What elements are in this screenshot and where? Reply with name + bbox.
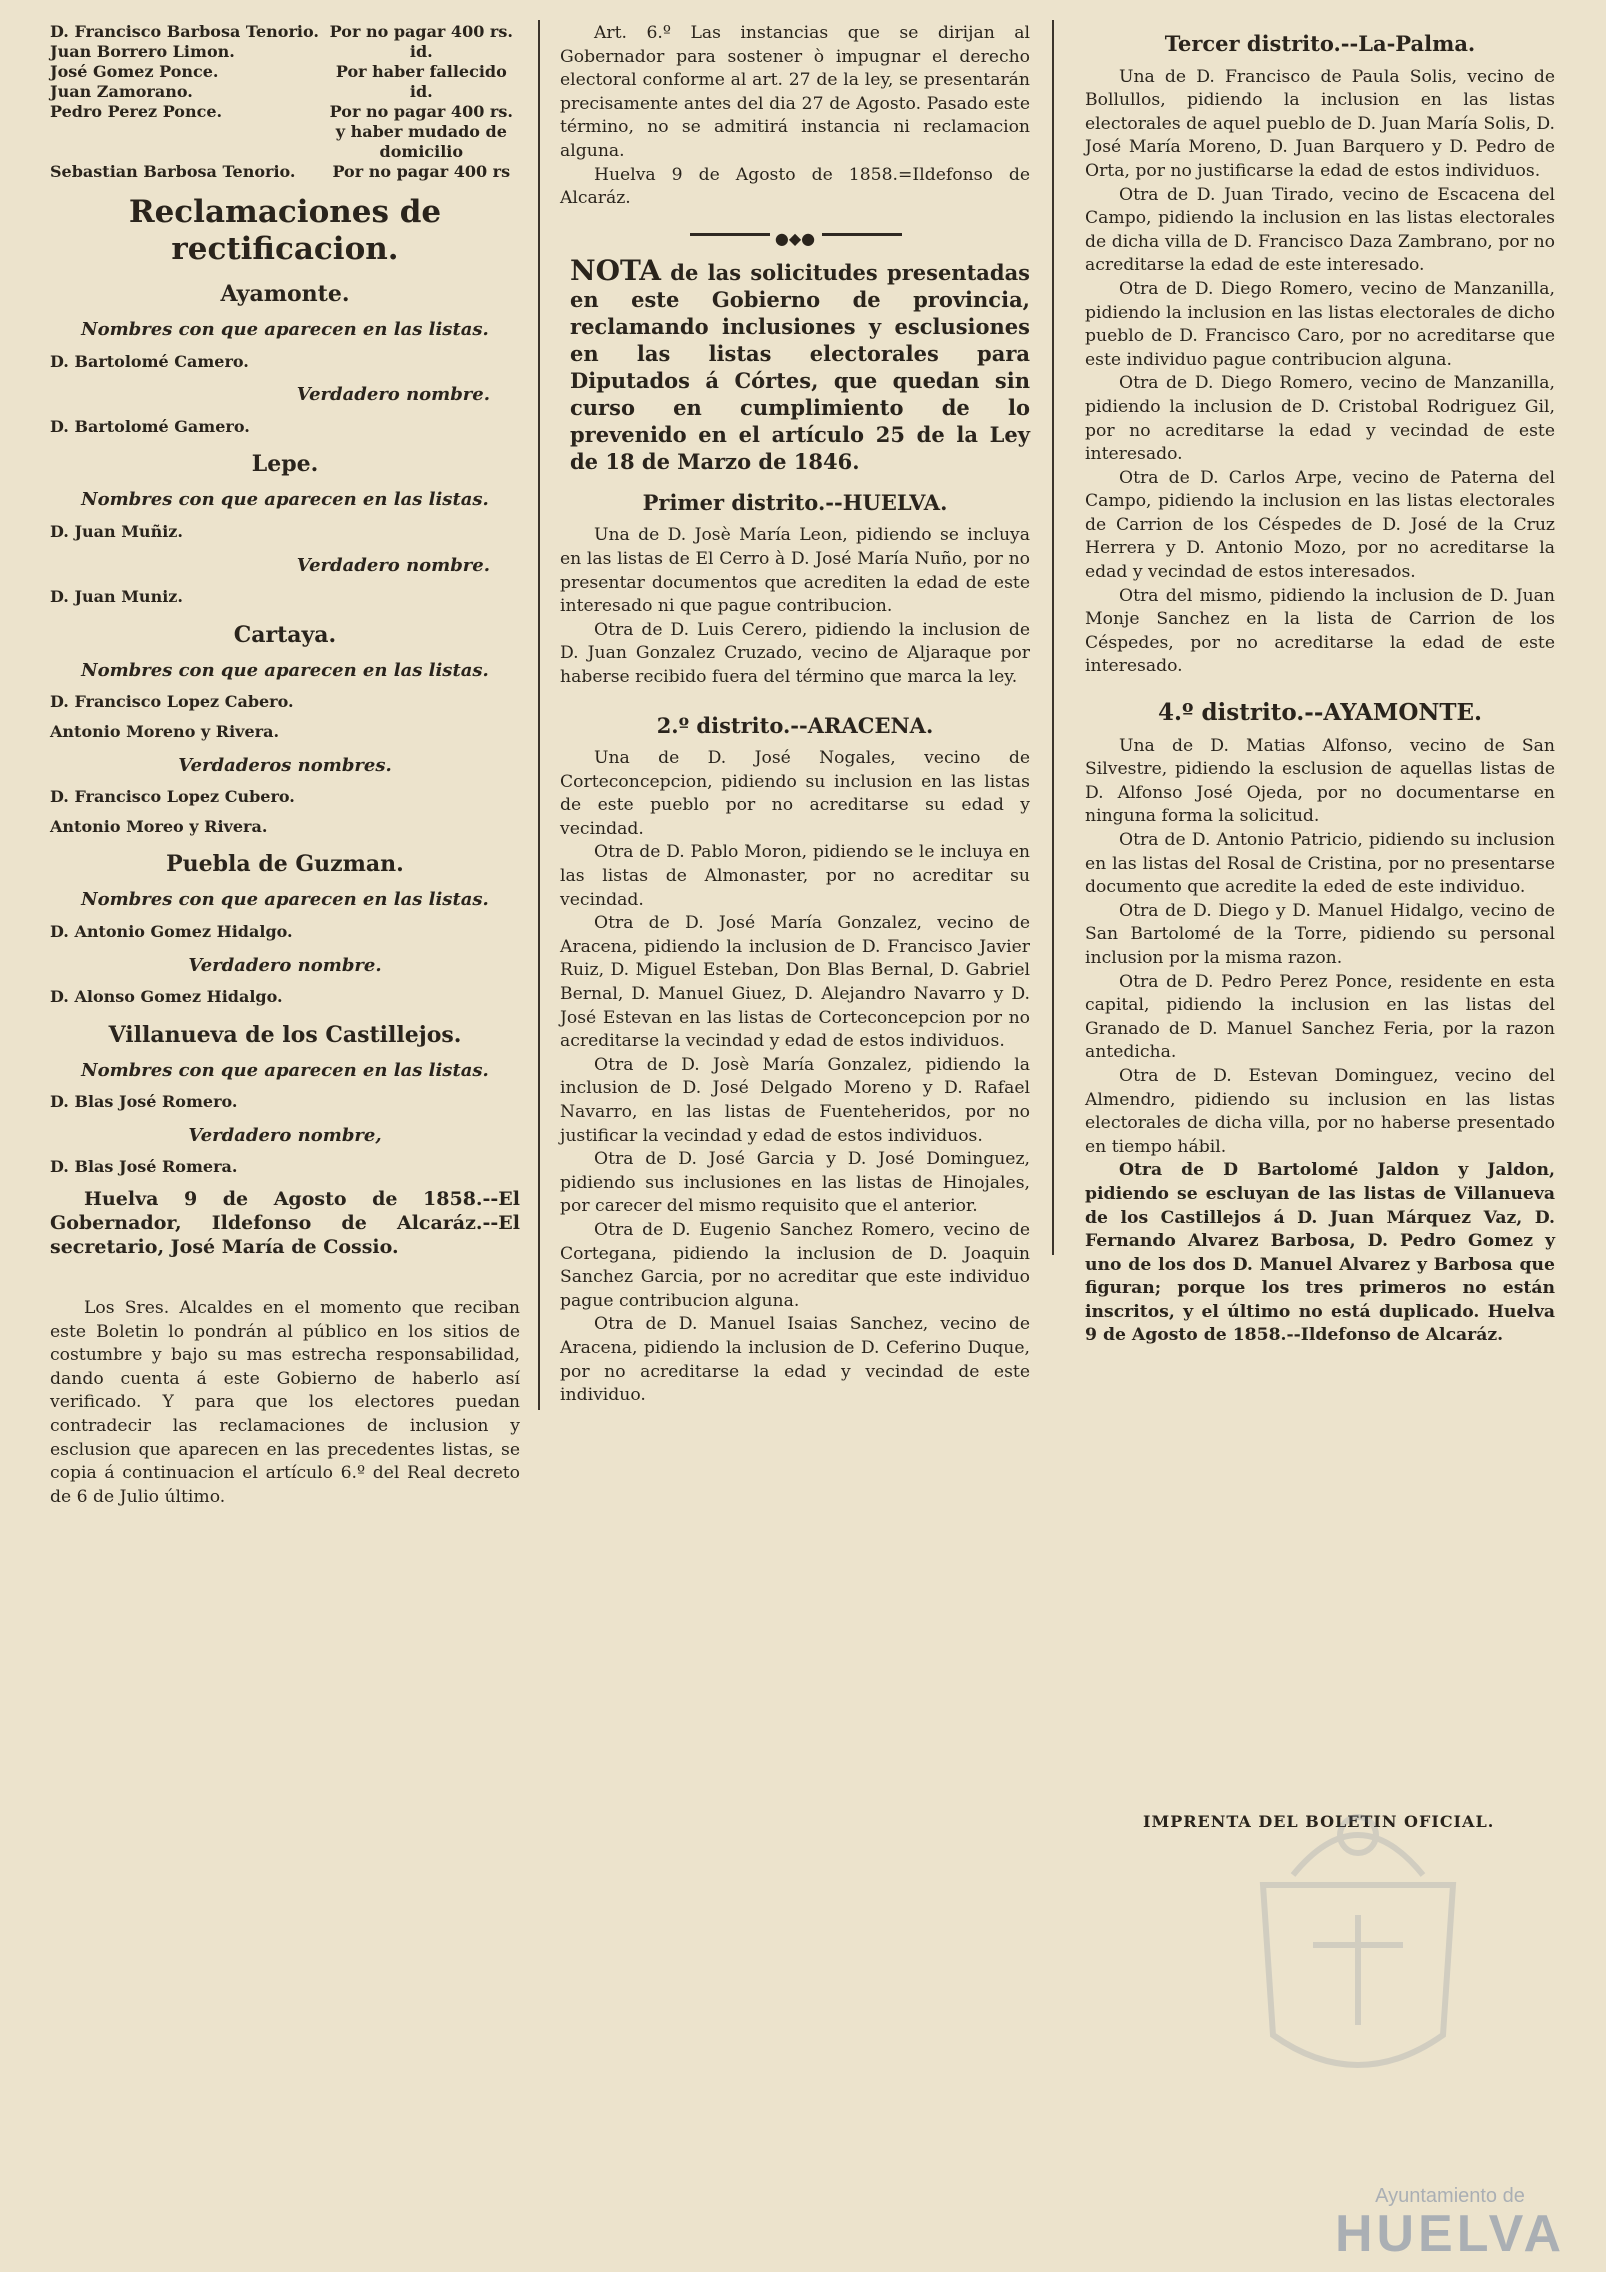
district-heading: 4.º distrito.--AYAMONTE.: [1157, 699, 1483, 727]
list-item: José Gomez Ponce. Por haber fallecido: [50, 62, 507, 81]
town-heading: Cartaya.: [233, 621, 337, 648]
exclusion-list: [50, 22, 520, 182]
printer-imprint: IMPRENTA DEL BOLETIN OFICIAL.: [1143, 1812, 1495, 1831]
petition-paragraph: Otra de D. José María Gonzalez, vecino de Aracena, pidiendo la inclusion de D. Francisco Javier Ruiz, D. Miguel Esteban, Don Blas Bernal, D. Gabriel Bernal, D. Manuel Giuez, D. Alejandro Navarro y D. José Estevan en las listas de Corteconcepcion por no acreditarse la vecindad y edad de estos individuos.: [560, 913, 1030, 1052]
column-rule-right: [1052, 20, 1054, 1255]
ornament-glyph: ●◆●: [774, 228, 816, 248]
petition-paragraph: Otra de D. Diego y D. Manuel Hidalgo, vecino de San Bartolomé de la Torre, pidiendo su personal inclusion por la misma razon.: [1085, 900, 1555, 968]
subheading: Verdaderos nombres.: [178, 754, 392, 776]
petition-paragraph: Otra de D. Manuel Isaias Sanchez, vecino de Aracena, pidiendo la inclusion de D. Ceferino Duque, por no acreditarse la edad y vecindad de este individuo.: [560, 1314, 1030, 1406]
subheading: Nombres con que aparecen en las listas.: [81, 1059, 489, 1081]
list-item: Pedro Perez Ponce. Por no pagar 400 rs. y haber mudado de domicilio: [50, 102, 513, 161]
notice-paragraph: Los Sres. Alcaldes en el momento que reciban este Boletin lo pondrán al público en los sitios de costumbre y bajo su mas estrecha responsabilidad, dando cuenta á este Gobierno de haberlo así verificado. Y para que los electores puedan contradecir las reclamaciones de inclusion y esclusion que aparecen en las precedentes listas, se copia á continuacion el artículo 6.º del Real decreto de 6 de Julio último.: [50, 1298, 520, 1507]
petition-paragraph: Otra de D. Pedro Perez Ponce, residente en esta capital, pidiendo la inclusion en las listas del Granado de D. Manuel Sanchez Feria, por la razon antedicha.: [1085, 971, 1555, 1063]
petition-paragraph: Otra de D. Eugenio Sanchez Romero, vecino de Cortegana, pidiendo la inclusion de D. Joaquin Sanchez Garcia, por no acreditar que este individuo pague contribucion alguna.: [560, 1219, 1030, 1311]
subheading: Nombres con que aparecen en las listas.: [81, 489, 489, 511]
ornament-line-left: [690, 233, 770, 236]
column-rule-left: [538, 20, 540, 1410]
name-entry: D. Antonio Gomez Hidalgo.: [50, 921, 293, 941]
town-heading: Lepe.: [251, 451, 319, 478]
name-entry: D. Blas José Romera.: [50, 1157, 238, 1177]
list-item: D. Francisco Barbosa Tenorio. Por no pagar 400 rs.: [50, 22, 513, 41]
nota-heading: NOTA de las solicitudes presentadas en este Gobierno de provincia, reclamando inclusiones y esclusiones en las listas electorales para Diputados á Córtes, que quedan sin curso en cumplimiento de lo prevenido en el artículo 25 de la Ley de 18 de Marzo de 1846.: [570, 253, 1030, 474]
watermark-text: Ayuntamiento de HUELVA: [1334, 2185, 1566, 2263]
petition-paragraph: Una de D. Francisco de Paula Solis, vecino de Bollullos, pidiendo la inclusion en las listas electorales de aquel pueblo de D. Juan María Solis, D. José María Moreno, D. Juan Barquero y D. Pedro de Orta, por no justificarse la edad de estos individuos.: [1085, 66, 1556, 181]
name-entry: Antonio Moreno y Rivera.: [50, 721, 280, 741]
petition-paragraph: Otra del mismo, pidiendo la inclusion de D. Juan Monje Sanchez en la lista de Carrion de los Céspedes, por no acreditarse la edad de este interesado.: [1085, 585, 1555, 677]
name-entry: D. Bartolomé Gamero.: [50, 416, 250, 436]
petition-paragraph: Una de D. José Nogales, vecino de Corteconcepcion, pidiendo su inclusion en las listas de este pueblo por no acreditarse su edad y vecindad.: [560, 748, 1030, 839]
name-entry: D. Juan Muniz.: [50, 587, 183, 607]
ornament-line-right: [822, 233, 902, 236]
subheading: Verdadero nombre.: [296, 554, 490, 576]
name-entry: D. Juan Muñiz.: [50, 521, 183, 541]
subheading: Nombres con que aparecen en las listas.: [81, 659, 489, 681]
section-heading: Reclamaciones de rectificacion.: [128, 194, 442, 267]
list-item: Juan Zamorano. id.: [50, 82, 433, 101]
column-2: [560, 22, 1030, 1408]
name-entry: D. Alonso Gomez Hidalgo.: [50, 987, 283, 1007]
article-6-paragraph: Art. 6.º Las instancias que se dirijan al Gobernador para sostener ò impugnar el derecho electoral conforme al art. 27 de la ley, se presentarán precisamente antes del dia 27 de Agosto. Pasado este término, no se admitirá instancia ni reclamacion alguna.: [560, 23, 1030, 161]
petition-paragraph: Otra de D Bartolomé Jaldon y Jaldon, pidiendo se escluyan de las listas de Villanueva de los Castillejos á D. Juan Márquez Vaz, D. Fernando Alvarez Barbosa, D. Pedro Gomez y uno de los dos D. Manuel Alvarez y Barbosa que figuran; porque los tres primeros no están inscritos, y el último no está duplicado. Huelva 9 de Agosto de 1858.--Ildefonso de Alcaráz.: [1085, 1160, 1555, 1346]
name-entry: Antonio Moreo y Rivera.: [50, 816, 268, 836]
signoff: Huelva 9 de Agosto de 1858.--El Gobernador, Ildefonso de Alcaráz.--El secretario, José María de Cossio.: [50, 1188, 520, 1259]
petition-paragraph: Otra de D. Josè María Gonzalez, pidiendo la inclusion de D. José Delgado Moreno y D. Rafael Navarro, en las listas de Fuenteheridos, por no justificar la vecindad y edad de estos individuos.: [560, 1054, 1030, 1146]
ornament-divider: [560, 227, 1030, 248]
name-entry: D. Francisco Lopez Cubero.: [50, 787, 295, 807]
city-seal-watermark-icon: [1183, 1775, 1533, 2105]
petition-paragraph: Otra de D. Pablo Moron, pidiendo se le incluya en las listas de Almonaster, por no acreditar su vecindad.: [560, 842, 1030, 910]
subheading: Verdadero nombre.: [296, 384, 490, 406]
petition-paragraph: Otra de D. Luis Cerero, pidiendo la inclusion de D. Juan Gonzalez Cruzado, vecino de Aljaraque por haberse recibido fuera del término que marca la ley.: [560, 619, 1030, 687]
petition-paragraph: Otra de D. Diego Romero, vecino de Manzanilla, pidiendo la inclusion en las listas electorales de dicho pueblo de D. Francisco Caro, por no acreditarse que este individuo pague contribucion alguna.: [1085, 278, 1555, 370]
subheading: Nombres con que aparecen en las listas.: [81, 889, 489, 911]
subheading: Nombres con que aparecen en las listas.: [81, 319, 489, 340]
district-heading: Tercer distrito.--La-Palma.: [1164, 31, 1476, 56]
petition-paragraph: Otra de D. Antonio Patricio, pidiendo su inclusion en las listas del Rosal de Cristina, por no presentarse documento que acredite la eded de este individuo.: [1085, 830, 1555, 898]
name-entry: D. Francisco Lopez Cabero.: [50, 692, 294, 712]
district-heading: Primer distrito.--HUELVA.: [642, 489, 948, 515]
subheading: Verdadero nombre.: [188, 954, 382, 976]
list-item: Juan Borrero Limon. id.: [50, 42, 433, 61]
town-heading: Puebla de Guzman.: [166, 851, 404, 878]
name-entry: D. Blas José Romero.: [50, 1092, 238, 1112]
petition-paragraph: Una de D. Josè María Leon, pidiendo se incluya en las listas de El Cerro à D. José María Nuño, por no presentar documentos que acrediten la edad de este interesado ni que pague contribucion.: [560, 525, 1030, 617]
petition-paragraph: Otra de D. Juan Tirado, vecino de Escacena del Campo, pidiendo la inclusion en las listas electorales de dicha villa de D. Francisco Daza Zambrano, por no acreditarse la edad de este interesado.: [1085, 184, 1555, 276]
petition-paragraph: Otra de D. Estevan Dominguez, vecino del Almendro, pidiendo su inclusion en las listas electorales de dicha villa, por no haberse presentado en tiempo hábil.: [1085, 1065, 1555, 1157]
petition-paragraph: Otra de D. Diego Romero, vecino de Manzanilla, pidiendo la inclusion de D. Cristobal Rodriguez Gil, por no acreditarse la edad y vecindad de este interesado.: [1085, 373, 1555, 465]
column-3: [1085, 22, 1555, 1348]
petition-paragraph: Una de D. Matias Alfonso, vecino de San Silvestre, pidiendo la esclusion de aquellas listas de D. Alfonso José Ojeda, por no documentarse en ninguna forma la solicitud.: [1085, 735, 1555, 827]
article-date: Huelva 9 de Agosto de 1858.=Ildefonso de Alcaráz.: [560, 164, 1030, 209]
district-heading: 2.º distrito.--ARACENA.: [656, 712, 934, 738]
town-heading: Ayamonte.: [220, 281, 350, 307]
subheading: Verdadero nombre,: [188, 1124, 382, 1146]
list-item: Sebastian Barbosa Tenorio. Por no pagar 400 rs: [50, 162, 511, 181]
petition-paragraph: Otra de D. José Garcia y D. José Dominguez, pidiendo sus inclusiones en las listas de Hinojales, por carecer del mismo requisito que el anterior.: [560, 1149, 1030, 1217]
name-entry: D. Bartolomé Camero.: [50, 351, 249, 371]
town-heading: Villanueva de los Castillejos.: [108, 1021, 462, 1048]
petition-paragraph: Otra de D. Carlos Arpe, vecino de Paterna del Campo, pidiendo la inclusion en las listas electorales de Carrion de los Céspedes de D. José de la Cruz Herrera y D. Antonio Mozo, por no acreditarse la edad y vecindad de estos interesados.: [1085, 467, 1555, 583]
column-1: [50, 22, 520, 1509]
